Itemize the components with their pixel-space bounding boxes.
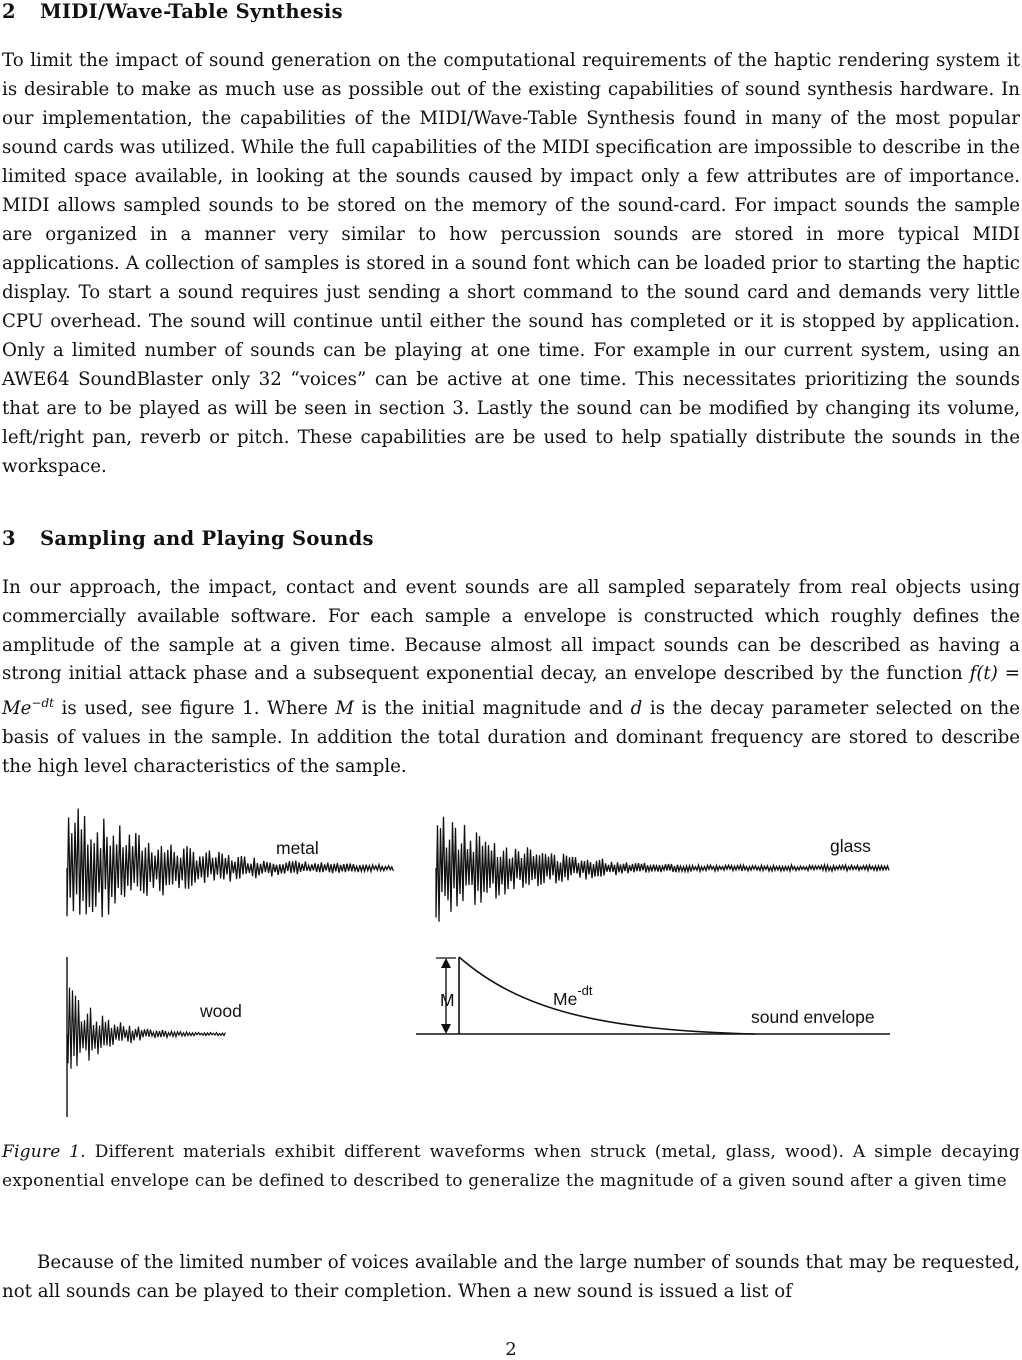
paragraph-text: In our approach, the impact, contact and event sounds are all sampled separately from real objects using commercially available software. For each sample a envelope is constructed which roughly defines the amplitude of the sample at a given time. Because almost all impact sounds can be described as having a strong initial attack phase and a subsequent exponential decay, an envelope described by the function	[2, 577, 1020, 685]
section-3-paragraph-2: Because of the limited number of voices available and the large number of sounds that may be requested, not all sounds can be played to their completion. When a new sound is issued a list of	[2, 1252, 1020, 1302]
caption-label: Figure 1.	[2, 1142, 86, 1162]
paragraph-text: is the decay parameter selected on the basis of values in the sample. In addition the total duration and dominant frequency are stored to describe the high level characteristics of the sample.	[2, 698, 1020, 777]
magnitude-arrow-down-icon	[441, 1024, 451, 1034]
section-2-paragraph: To limit the impact of sound generation on the computational requirements of the haptic rendering system it is desirable to make as much use as possible out of the existing capabilities of sound synthesis hardware. In our implementation, the capabilities of the MIDI/Wave-Table Synthesis found in many of the most popular sound cards was utilized. While the full capabilities of the MIDI specification are impossible to describe in the limited space available, in looking at the sounds caused by impact only a few attributes are of importance. MIDI allows sampled sounds to be stored on the memory of the sound-card. For impact sounds the sample are organized in a manner very similar to how percussion sounds are stored in more typical MIDI applications. A collection of samples is stored in a sound font which can be loaded prior to starting the haptic display. To start a sound requires just sending a short command to the sound card and demands very little CPU overhead. The sound will continue until either the sound has completed or it is stopped by application. Only a limited number of sounds can be playing at one time. For example in our current system, using an AWE64 SoundBlaster only 32 “voices” can be active at one time. This necessitates prioritizing the sounds that are to be played as will be seen in section 3. Lastly the sound can be modified by changing its volume, left/right pan, reverb or pitch. These capabilities are be used to help spatially distribute the sounds in the workspace.	[2, 50, 1020, 477]
figure-1-caption	[2, 1138, 1020, 1196]
page-number: 2	[505, 1339, 517, 1360]
section-3-number: 3	[2, 527, 16, 550]
figure-1	[0, 772, 1022, 1132]
section-3-title: Sampling and Playing Sounds	[40, 527, 374, 550]
glass-label: glass	[830, 836, 871, 856]
wood-label: wood	[200, 1001, 242, 1021]
metal-label: metal	[276, 838, 319, 858]
envelope-formula-base: Me	[553, 989, 578, 1009]
caption-text: Different materials exhibit different waveforms when struck (metal, glass, wood). A simple decaying exponential envelope can be defined to described to generalize the magnitude of a given sound after a given time	[2, 1142, 1020, 1191]
formula-exponent: −dt	[31, 696, 54, 711]
variable-d: d	[630, 698, 643, 720]
section-3-heading	[2, 527, 374, 550]
envelope-formula-label	[553, 983, 593, 1009]
section-2-title: MIDI/Wave-Table Synthesis	[40, 0, 343, 23]
section-3-paragraph-1	[2, 574, 1020, 782]
variable-m: M	[335, 698, 354, 720]
envelope-decay-curve	[459, 957, 755, 1034]
magnitude-arrow-up-icon	[441, 958, 451, 968]
formula-base: f(t) = Me	[2, 663, 1021, 720]
magnitude-label: M	[440, 990, 455, 1010]
section-2-number: 2	[2, 0, 16, 23]
paragraph-text: is used, see figure 1. Where	[53, 698, 336, 720]
wood-waveform	[67, 957, 226, 1117]
envelope-formula-exponent: -dt	[577, 983, 593, 998]
section-2-heading	[2, 0, 343, 23]
glass-waveform	[436, 817, 889, 922]
metal-waveform	[67, 809, 393, 918]
sound-envelope-label: sound envelope	[751, 1007, 875, 1027]
paragraph-text: is the initial magnitude and	[354, 698, 631, 720]
